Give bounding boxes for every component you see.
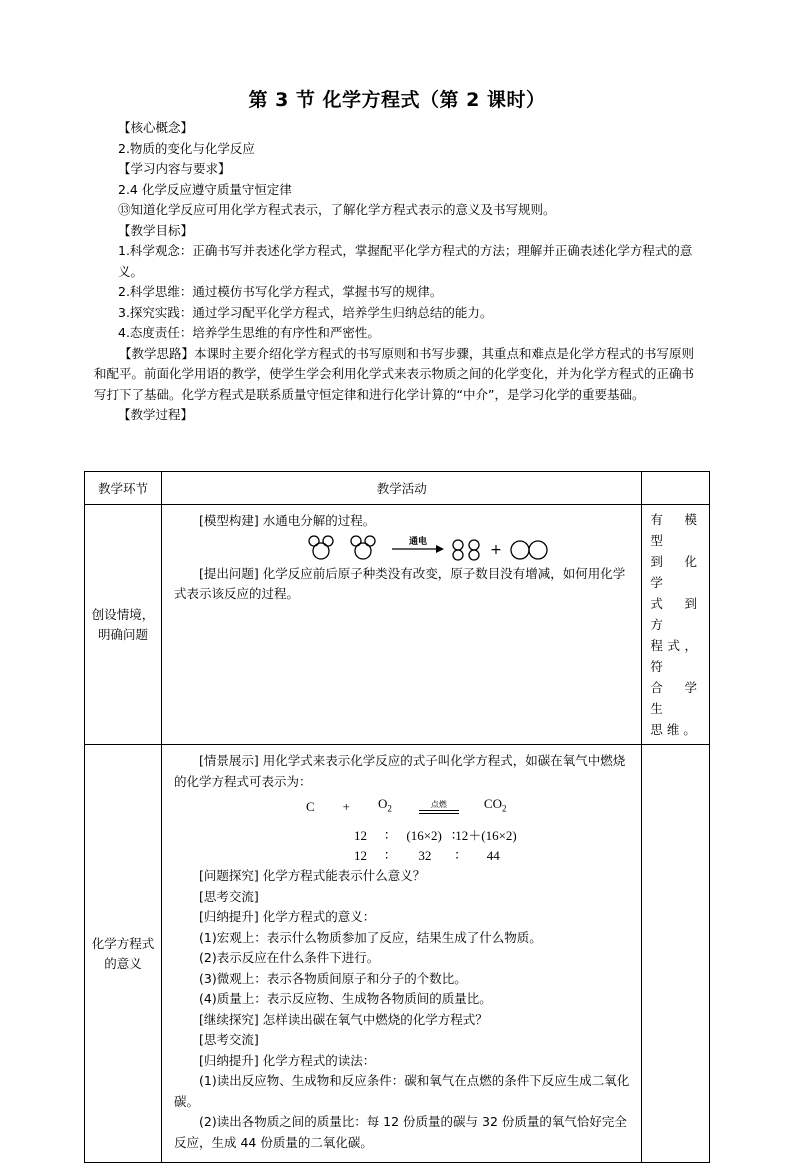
ratio-sep: ∶ [455, 847, 459, 863]
eq-plus: + [342, 798, 351, 814]
teaching-idea: 【教学思路】本课时主要介绍化学方程式的书写原则和书写步骤，其重点和难点是化学方程式的书写原则和配平。前面化学用语的教学，使学生学会利用化学式来表示物质之间的化学变化，并为化学方程式的正确书写打下了基础。化学方程式是联系质量守恒定律和进行化学计算的“中介”，是学习化学的重要基础。 [94, 345, 695, 402]
process-heading: 【教学过程】 [118, 407, 194, 422]
goal-item: 2.科学思维：通过模仿书写化学方程式，掌握书写的规律。 [118, 284, 443, 299]
header-activity: 教学活动 [162, 472, 642, 505]
activity-line: (1)宏观上：表示什么物质参加了反应，结果生成了什么物质。 [199, 929, 542, 945]
activity-line: [思考交流] [199, 888, 259, 904]
teaching-process-table [84, 471, 710, 1163]
chemical-equation [174, 796, 631, 818]
activity-line: (2)表示反应在什么条件下进行。 [199, 950, 380, 965]
goal-item: 4.态度责任：培养学生思维的有序性和严密性。 [118, 325, 380, 340]
eq-product-co2: CO [483, 796, 502, 812]
table-header-row [85, 472, 710, 505]
table-row [85, 505, 710, 745]
note-line: 式 到 方 [650, 596, 701, 632]
note-line: 合 学 生 [650, 680, 701, 716]
water-electrolysis-diagram [174, 532, 631, 564]
mass-ratio-line [174, 846, 631, 866]
note-line: 到 化 学 [650, 554, 701, 590]
activity-line: (4)质量上：表示反应物、生成物各物质间的质量比。 [199, 991, 492, 1006]
model-text: [模型构建] 水通电分解的过程。 [199, 513, 376, 528]
scenario-text: [情景展示] 用化学式来表示化学反应的式子叫化学方程式，如碳在氧气中燃烧的化学方程式可表示为： [174, 753, 626, 789]
note-line: 有 模 型 [650, 512, 701, 548]
eq-subscript: 2 [387, 804, 392, 815]
header-stage: 教学环节 [85, 472, 162, 505]
ratio-value: 12 [354, 827, 367, 843]
goal-item: 1.科学观念：正确书写并表述化学方程式，掌握配平化学方程式的方法；理解并正确表述化学方程式的意义。 [118, 243, 693, 279]
goals-heading: 【教学目标】 [118, 222, 194, 238]
ratio-value: ∶12＋(16×2) [451, 827, 517, 843]
activity-line: [归纳提升] 化学方程式的意义： [199, 909, 376, 924]
ratio-value: (16×2) [406, 827, 442, 843]
ratio-sep: ∶ [385, 827, 389, 843]
ratio-value: 32 [418, 847, 432, 863]
content-item: ⑬知道化学反应可用化学方程式表示，了解化学方程式表示的意义及书写规则。 [118, 202, 556, 217]
stage-cell [85, 505, 162, 745]
ratio-sep: ∶ [385, 847, 389, 863]
stage-label: 创设情境，明确问题 [91, 606, 155, 642]
activity-line: [问题探究] 化学方程式能表示什么意义？ [199, 868, 426, 883]
activity-line: [继续探究] 怎样读出碳在氧气中燃烧的化学方程式？ [199, 1011, 488, 1027]
eq-condition-label: 点燃 [430, 800, 447, 809]
note-cell [642, 505, 710, 745]
ratio-value: 12 [354, 847, 367, 863]
molecule-model-graphic [306, 532, 606, 564]
goal-item: 3.探究实践：通过学习配平化学方程式，培养学生归纳总结的能力。 [118, 304, 493, 320]
activity-line: (3)微观上：表示各物质间原子和分子的个数比。 [199, 970, 467, 986]
eq-condition [416, 800, 462, 814]
eq-subscript: 2 [501, 804, 507, 815]
page-title: 第 3 节 化学方程式（第 2 课时） [248, 89, 546, 111]
header-note [642, 472, 710, 505]
stage-label: 化学方程式的意义 [91, 935, 155, 971]
eq-reactant-o2: O [378, 796, 388, 812]
eq-reactant-c: C [306, 798, 315, 814]
svg-text:+: + [490, 541, 502, 558]
content-item: 2.4 化学反应遵守质量守恒定律 [118, 181, 292, 197]
arrow-condition-label: 通电 [408, 536, 428, 547]
question-text: [提出问题] 化学反应前后原子种类没有改变，原子数目没有增减，如何用化学式表示该反应的过程。 [174, 565, 626, 601]
core-concept-heading: 【核心概念】 [118, 120, 194, 135]
note-cell [642, 745, 710, 1163]
activity-line: [思考交流] [199, 1032, 259, 1047]
table-row [85, 745, 710, 1163]
note-line: 程式，符 [650, 638, 701, 674]
ratio-value: 44 [486, 847, 500, 863]
activity-cell [162, 745, 642, 1163]
activity-line: (1)读出反应物、生成物和反应条件：碳和氧气在点燃的条件下反应生成二氧化碳。 [174, 1073, 630, 1109]
note-line: 思维。 [650, 722, 700, 737]
content-heading: 【学习内容与要求】 [118, 161, 231, 176]
core-concept: 2.物质的变化与化学反应 [118, 140, 255, 156]
lesson-intro [94, 118, 698, 426]
mass-ratio-line [174, 826, 631, 846]
activity-line: (2)读出各物质之间的质量比：每 12 份质量的碳与 32 份质量的氧气恰好完全反应，生成 44 份质量的二氧化碳。 [174, 1114, 627, 1150]
activity-cell [162, 505, 642, 745]
stage-cell [85, 745, 162, 1163]
activity-line: [归纳提升] 化学方程式的读法： [199, 1052, 376, 1068]
